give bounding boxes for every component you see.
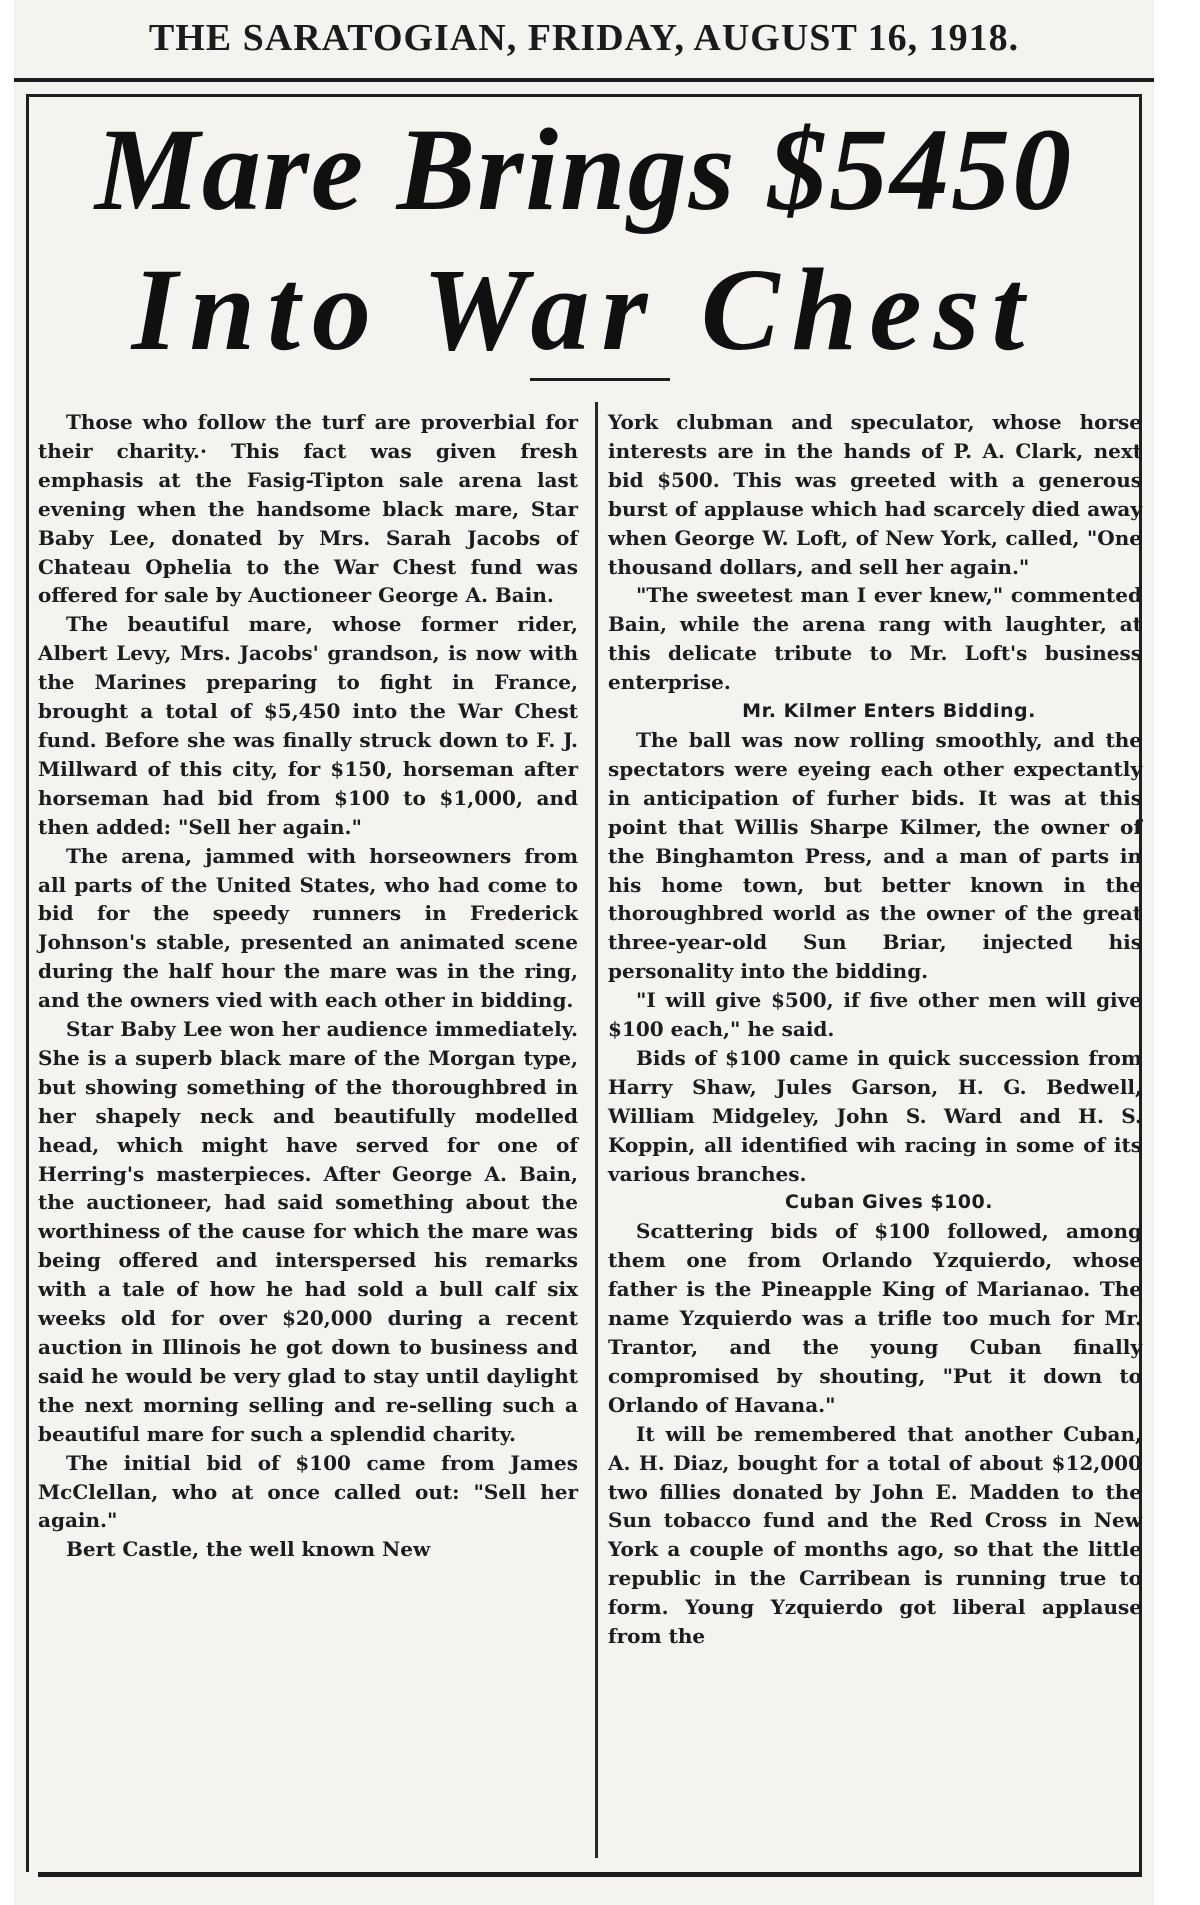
paragraph: It will be remembered that another Cuban, A. H. Diaz, bought for a total of about $12,000 two fillies donated by John E. Madden to the Sun tobacco fund and the Red Cross in New York a couple of months ago, so that the little republic in the Carribean is running true to form. Young Yzquierdo got liberal applause from the [608,1421,1142,1649]
paragraph: Bids of $100 came in quick succession from Harry Shaw, Jules Garson, H. G. Bedwell, William Midgeley, John S. Ward and H. S. Koppin, all identified wih racing in some of its various branches. [608,1045,1142,1186]
paragraph: "I will give $500, if five other men will give $100 each," he said. [608,988,1142,1042]
right-column [608,408,1142,1651]
headline-line-1: Mare Brings $5450 [94,104,1074,235]
headline-divider [530,378,670,381]
paragraph: The arena, jammed with horseowners from all parts of the United States, who had come to bid for the speedy runners in Frederick Johnson's stable, presented an animated scene during the half hour the mare was in the ring, and the owners vied with each other in bidding. [38,843,578,1013]
masthead-rule [14,78,1154,82]
subheading-cuban: Cuban Gives $100. [785,1191,993,1214]
masthead: THE SARATOGIAN, FRIDAY, AUGUST 16, 1918. [148,17,1020,59]
paragraph: York clubman and speculator, whose horse interests are in the hands of P. A. Clark, next bid $500. This was greeted with a generous burst of applause which had scarcely died away when George W. Loft, of New York, called, "One thousand dollars, and sell her again." [608,410,1142,579]
paragraph: Those who follow the turf are proverbial for their charity.· This fact was given fresh emphasis at the Fasig-Tipton sale arena last evening when the handsome black mare, Star Baby Lee, donated by Mrs. Sarah Jacobs of Chateau Ophelia to the War Chest fund was offered for sale by Auctioneer George A. Bain. [38,410,578,608]
column-divider [595,402,598,1858]
paragraph: "The sweetest man I ever knew," commented Bain, while the arena rang with laughter, at this delicate tribute to Mr. Loft's business enterprise. [608,583,1142,695]
paragraph: Star Baby Lee won her audience immediately. She is a superb black mare of the Morgan type, but showing something of the thoroughbred in her shapely neck and beautifully modelled head, which might have served for one of Herring's masterpieces. After George A. Bain, the auctioneer, had said something about the worthiness of the cause for which the mare was being offered and interspersed his remarks with a tale of how he had sold a bull calf six weeks old for over $20,000 during a recent auction in Illinois he got down to business and said he would be very glad to stay until daylight the next morning selling and re-selling such a beautiful mare for such a splendid charity. [38,1017,578,1446]
paragraph: The beautiful mare, whose former rider, Albert Levy, Mrs. Jacobs' grandson, is now with the Marines preparing to fight in France, brought a total of $5,450 into the War Chest fund. Before she was finally struck down to F. J. Millward of this city, for $150, horseman after horseman had bid from $100 to $1,000, and then added: "Sell her again." [38,612,578,839]
headline [26,100,1142,380]
headline-line-2: Into War Chest [131,244,1037,375]
left-column [38,408,578,1564]
paragraph: Scattering bids of $100 followed, among them one from Orlando Yzquierdo, whose father is the Pineapple King of Marianao. The name Yzquierdo was a trifle too much for Mr. Trantor, and the young Cuban finally compromised by shouting, "Put it down to Orlando of Havana." [608,1219,1142,1417]
bottom-rule [38,1872,1142,1877]
subheading-kilmer: Mr. Kilmer Enters Bidding. [742,700,1036,723]
paragraph: The ball was now rolling smoothly, and the spectators were eyeing each other expectantly in anticipation of furher bids. It was at this point that Willis Sharpe Kilmer, the owner of the Binghamton Press, and a man of parts in his home town, but better known in the thoroughbred world as the owner of the great three-year-old Sun Briar, injected his personality into the bidding. [608,727,1142,984]
paragraph: Bert Castle, the well known New [66,1537,431,1562]
paragraph: The initial bid of $100 came from James McClellan, who at once called out: "Sell her again." [38,1450,578,1533]
